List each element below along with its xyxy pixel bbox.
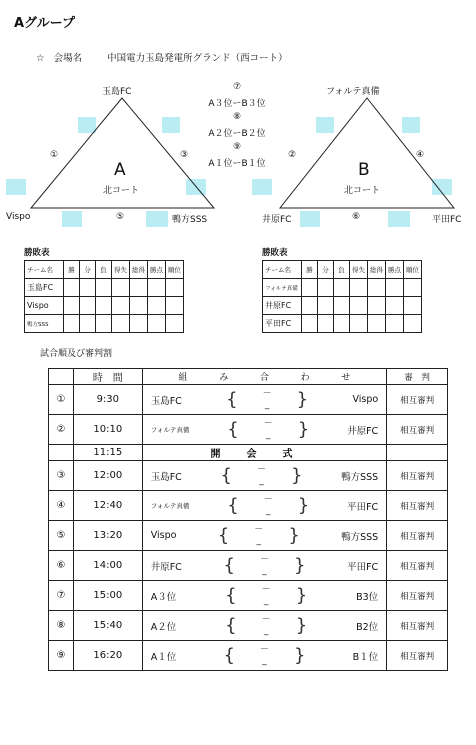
header-match: 組 み 合 わ せ <box>142 369 386 385</box>
game-matchup <box>142 521 386 551</box>
away-team: 平田FC <box>347 501 379 513</box>
court-box <box>316 117 334 133</box>
team-name: 井原FC <box>263 297 302 315</box>
game-number: ⑤ <box>49 521 74 551</box>
game-time: 12:00 <box>73 461 142 491</box>
right-brace-icon: } <box>296 388 309 410</box>
right-brace-icon: } <box>293 554 306 576</box>
score-dash: － _ <box>259 644 269 666</box>
header-loss: 負 <box>96 261 112 279</box>
page-title: Aグループ <box>14 16 76 31</box>
referee: 相互審判 <box>387 491 448 521</box>
right-brace-icon: } <box>297 418 310 440</box>
group-b-court: 北コート <box>344 186 381 196</box>
left-brace-icon: { <box>225 584 237 606</box>
opening-ceremony-row <box>49 445 448 461</box>
court-box <box>388 211 410 227</box>
table-row <box>49 581 448 611</box>
game-time: 15:00 <box>73 581 142 611</box>
header-total: 総得 <box>368 261 386 279</box>
cross-match-num: ⑧ <box>232 112 242 122</box>
group-a-left-team: Vispo <box>6 212 31 222</box>
header-referee: 審 判 <box>387 369 448 385</box>
away-team: B2位 <box>356 621 379 633</box>
schedule-table <box>48 368 448 671</box>
score-area <box>225 585 307 607</box>
game-time: 10:10 <box>73 415 142 445</box>
header-loss: 負 <box>334 261 350 279</box>
standings-b-table <box>262 260 422 333</box>
score-dash: － _ <box>261 614 271 636</box>
table-row <box>49 491 448 521</box>
home-team: 井原FC <box>150 561 182 573</box>
game-matchup <box>142 581 386 611</box>
right-brace-icon: } <box>293 644 306 666</box>
group-b-letter: B <box>358 160 370 180</box>
schedule-label: 試合順及び審判割 <box>40 349 113 359</box>
group-a-top-team: 玉島FC <box>102 87 132 97</box>
header-diff: 得失 <box>112 261 130 279</box>
score-dash: － _ <box>259 554 269 576</box>
table-row <box>49 415 448 445</box>
game-time: 16:20 <box>73 641 142 671</box>
team-name: 鴨方SSS <box>25 315 64 333</box>
referee: 相互審判 <box>387 551 448 581</box>
table-row <box>263 279 422 297</box>
group-a-right-num: ③ <box>180 150 189 160</box>
referee: 相互審判 <box>387 415 448 445</box>
game-matchup <box>142 385 386 415</box>
header-time: 時 間 <box>73 369 142 385</box>
court-box <box>252 179 272 195</box>
game-number: ⑥ <box>49 551 74 581</box>
court-box <box>402 117 420 133</box>
cross-match-text: A２位ーB２位 <box>208 129 266 139</box>
header-draw: 分 <box>80 261 96 279</box>
team-name: Vispo <box>25 297 64 315</box>
away-team: 井原FC <box>347 425 379 437</box>
score-dash: － _ <box>263 418 273 440</box>
table-row <box>49 641 448 671</box>
right-brace-icon: } <box>295 614 308 636</box>
score-area <box>220 465 302 487</box>
left-brace-icon: { <box>227 418 239 440</box>
table-row <box>25 315 184 333</box>
group-b-right-num: ④ <box>416 150 425 160</box>
away-team: 鴨方SSS <box>341 531 379 543</box>
game-number: ① <box>49 385 74 415</box>
score-dash: － _ <box>261 584 271 606</box>
game-number: ③ <box>49 461 74 491</box>
referee: 相互審判 <box>387 521 448 551</box>
header-points: 勝点 <box>148 261 166 279</box>
court-box <box>62 211 82 227</box>
score-area <box>227 495 309 517</box>
standings-b-label: 勝敗表 <box>262 248 288 258</box>
team-name: フォルテ真備 <box>263 279 302 297</box>
left-brace-icon: { <box>227 494 239 516</box>
home-team: A１位 <box>150 651 177 663</box>
court-box <box>300 211 320 227</box>
game-number: ⑧ <box>49 611 74 641</box>
right-brace-icon: } <box>291 464 303 486</box>
referee: 相互審判 <box>387 581 448 611</box>
home-team: フォルテ真備 <box>150 426 190 434</box>
game-time: 9:30 <box>73 385 142 415</box>
left-brace-icon: { <box>226 388 238 410</box>
game-time: 13:20 <box>73 521 142 551</box>
group-a-court: 北コート <box>103 186 140 196</box>
game-matchup <box>142 641 386 671</box>
referee: 相互審判 <box>387 641 448 671</box>
table-row <box>49 385 448 415</box>
standings-header-row <box>25 261 184 279</box>
right-brace-icon: } <box>297 494 310 516</box>
header-points: 勝点 <box>386 261 404 279</box>
group-b-left-num: ② <box>288 150 297 160</box>
header-team: チーム名 <box>25 261 64 279</box>
standings-a-label: 勝敗表 <box>24 248 50 258</box>
game-matchup <box>142 461 386 491</box>
venue-name: 中国電力玉島発電所グランド（西コート） <box>107 53 288 64</box>
team-name: 玉島FC <box>25 279 64 297</box>
right-brace-icon: } <box>288 524 300 546</box>
score-area <box>223 645 305 667</box>
left-brace-icon: { <box>223 644 235 666</box>
header-win: 勝 <box>302 261 318 279</box>
group-b-left-team: 井原FC <box>262 215 292 225</box>
cross-match-text: A１位ーB１位 <box>208 159 266 169</box>
standings-header-row <box>263 261 422 279</box>
home-team: Vispo <box>150 530 177 541</box>
group-a-letter: A <box>114 160 126 180</box>
home-team: A２位 <box>150 621 177 633</box>
cross-match-num: ⑨ <box>232 142 242 152</box>
game-number: ⑦ <box>49 581 74 611</box>
game-time: 12:40 <box>73 491 142 521</box>
cross-match-num: ⑦ <box>232 82 242 92</box>
table-row <box>49 551 448 581</box>
venue-label: 会場名 <box>53 53 83 64</box>
header-rank: 順位 <box>166 261 184 279</box>
header-total: 総得 <box>130 261 148 279</box>
table-row <box>25 279 184 297</box>
score-area <box>218 525 300 547</box>
table-row <box>49 611 448 641</box>
court-box <box>78 117 96 133</box>
left-brace-icon: { <box>217 524 230 546</box>
table-row <box>263 297 422 315</box>
team-name: 平田FC <box>263 315 302 333</box>
score-area <box>226 389 308 411</box>
score-dash: － _ <box>256 464 266 486</box>
opening-title: 開会式 <box>210 449 319 460</box>
home-team: A３位 <box>150 591 177 603</box>
left-brace-icon: { <box>225 614 237 636</box>
score-dash: － _ <box>262 388 272 410</box>
away-team: Vispo <box>352 394 379 405</box>
score-area <box>223 555 305 577</box>
game-matchup <box>142 551 386 581</box>
game-time: 15:40 <box>73 611 142 641</box>
table-row <box>25 297 184 315</box>
header-team: チーム名 <box>263 261 302 279</box>
group-b-top-team: フォルテ真備 <box>326 87 380 97</box>
header-draw: 分 <box>318 261 334 279</box>
header-rank: 順位 <box>404 261 422 279</box>
court-box <box>6 179 26 195</box>
away-team: 鴨方SSS <box>341 471 379 483</box>
away-team: B１位 <box>352 651 379 663</box>
group-a-right-team: 鴨方SSS <box>172 215 208 225</box>
score-area <box>227 419 309 441</box>
score-dash: － _ <box>254 524 264 546</box>
game-matchup <box>142 415 386 445</box>
game-matchup <box>142 611 386 641</box>
home-team: 玉島FC <box>150 395 182 407</box>
court-box <box>146 211 168 227</box>
left-brace-icon: { <box>223 554 235 576</box>
referee: 相互審判 <box>387 385 448 415</box>
away-team: B3位 <box>356 591 379 603</box>
table-row <box>49 461 448 491</box>
score-area <box>225 615 307 637</box>
group-b-right-team: 平田FC <box>432 215 462 225</box>
referee: 相互審判 <box>387 461 448 491</box>
score-dash: － _ <box>263 494 273 516</box>
schedule-header-row <box>49 369 448 385</box>
group-b-bottom-num: ⑥ <box>352 212 361 222</box>
right-brace-icon: } <box>295 584 308 606</box>
game-time: 14:00 <box>73 551 142 581</box>
referee: 相互審判 <box>387 611 448 641</box>
left-brace-icon: { <box>220 464 232 486</box>
cross-match-text: A３位ーB３位 <box>208 99 266 109</box>
home-team: 玉島FC <box>150 471 182 483</box>
game-matchup <box>142 491 386 521</box>
group-a-bottom-num: ⑤ <box>116 212 125 222</box>
opening-time: 11:15 <box>73 445 142 461</box>
table-row <box>263 315 422 333</box>
header-win: 勝 <box>64 261 80 279</box>
star-icon: ☆ <box>36 53 45 64</box>
group-a-left-num: ① <box>50 150 59 160</box>
game-number: ⑨ <box>49 641 74 671</box>
game-number: ② <box>49 415 74 445</box>
home-team: フォルテ真備 <box>150 502 190 510</box>
standings-a-table <box>24 260 184 333</box>
header-diff: 得失 <box>350 261 368 279</box>
table-row <box>49 521 448 551</box>
game-number: ④ <box>49 491 74 521</box>
away-team: 平田FC <box>347 561 379 573</box>
